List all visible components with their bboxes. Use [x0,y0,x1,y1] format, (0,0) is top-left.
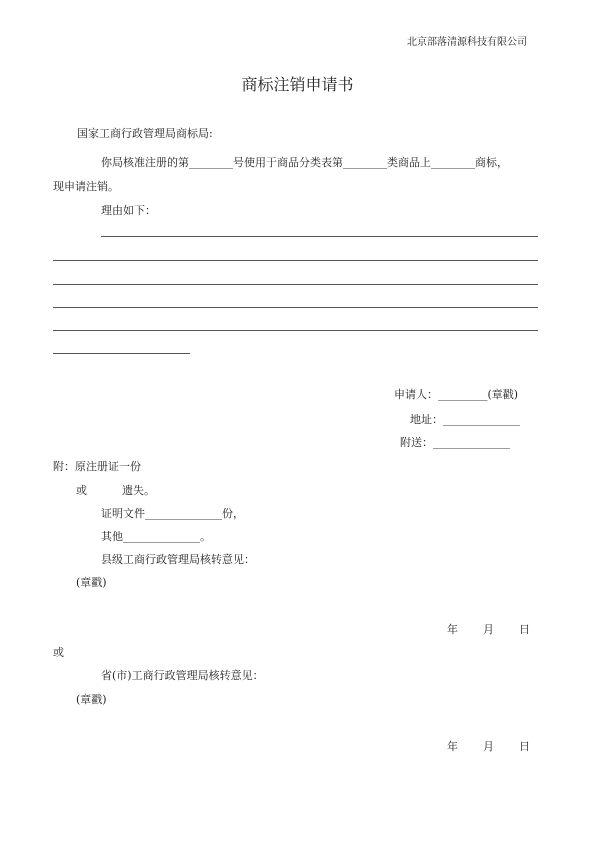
province-date-day: 日 [519,740,530,753]
attachment-or: 或 [76,484,87,497]
applicant-name-line: 申请人：_________(章戳) [394,388,519,401]
company-name: 北京部落清源科技有限公司 [407,37,527,48]
province-stamp: (章戳) [76,693,107,706]
addressee: 国家工商行政管理局商标局: [77,127,213,140]
reason-line [53,307,538,308]
applicant-attachment-line: 附送：______________ [400,436,510,449]
reason-line [53,353,190,354]
other-line: 其他______________。 [101,530,211,543]
province-opinion-label: 省(市)工商行政管理局核转意见： [101,669,264,682]
applicant-address-line: 地址：______________ [410,413,520,426]
document-title: 商标注销申请书 [241,75,354,94]
body-line-1: 你局核准注册的第________号使用于商品分类表第________类商品上________商标， [101,156,508,169]
county-date-year: 年 [447,623,458,636]
county-date-month: 月 [483,623,494,636]
reason-line [53,284,538,285]
reason-label: 理由如下： [101,204,156,217]
proof-document-line: 证明文件______________份， [101,507,244,520]
province-date-month: 月 [483,740,494,753]
county-opinion-label: 县级工商行政管理局核转意见： [101,553,255,566]
county-stamp: (章戳) [76,576,107,589]
attachment-lost: 遗失。 [122,484,155,497]
reason-line [101,236,538,237]
reason-line [53,330,538,331]
attachment-head: 附：原注册证一份 [53,460,141,473]
or-separator: 或 [53,646,64,659]
body-line-2: 现申请注销。 [53,180,119,193]
reason-line [53,260,538,261]
province-date-year: 年 [447,740,458,753]
county-date-day: 日 [519,623,530,636]
